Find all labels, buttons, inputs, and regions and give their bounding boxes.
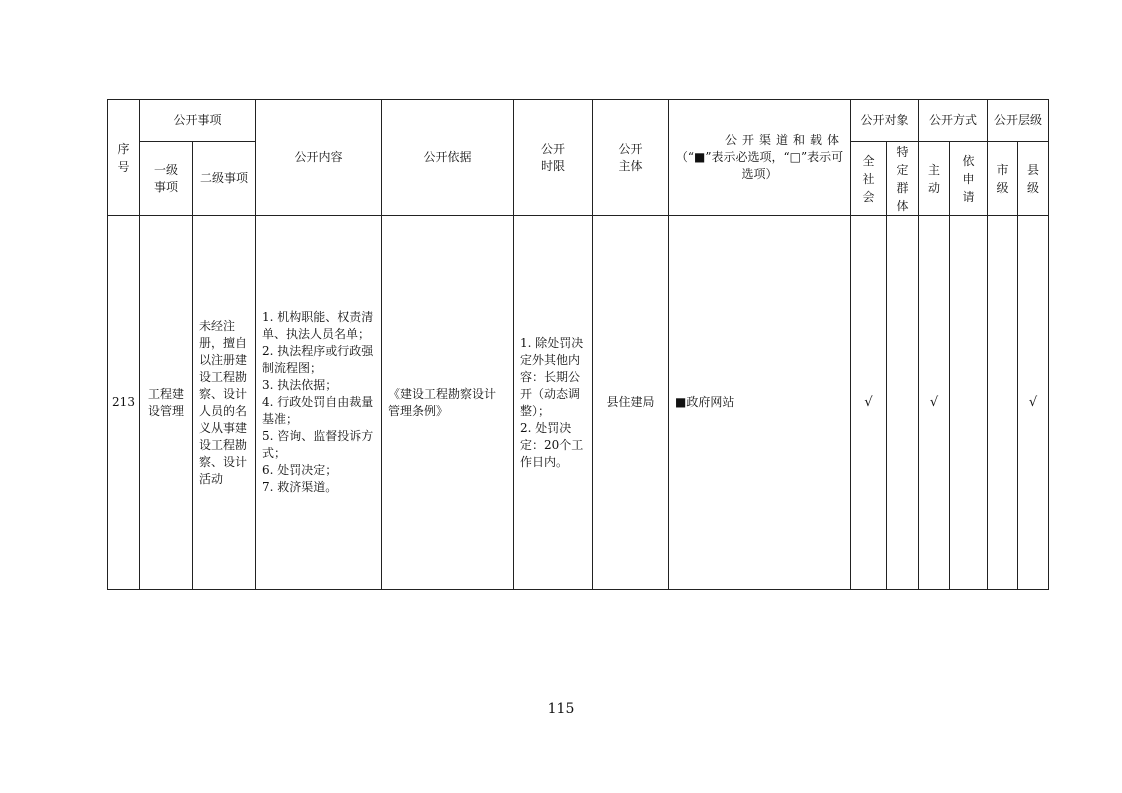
row-level1: 工程建设管理 — [140, 216, 193, 590]
row-level2: 未经注册，擅自以注册建设工程勘察、设计人员的名义从事建设工程勘察、设计活动 — [193, 216, 256, 590]
header-basis: 公开依据 — [382, 100, 514, 216]
row-seq: 213 — [108, 216, 140, 590]
row-basis: 《建设工程勘察设计管理条例》 — [382, 216, 514, 590]
table-row — [108, 216, 1049, 590]
header-subject: 公开主体 — [593, 100, 669, 216]
row-content — [256, 216, 382, 590]
disclosure-table — [107, 99, 1049, 590]
time-limit-item: 1. 除处罚决定外其他内容：长期公开（动态调整）； — [520, 335, 584, 418]
header-channel — [669, 100, 851, 216]
header-method-apply: 依申请 — [950, 142, 988, 216]
row-level-city-check — [988, 216, 1018, 590]
header-method-active: 主动 — [919, 142, 950, 216]
header-level-city: 市级 — [988, 142, 1018, 216]
row-method-apply-check — [950, 216, 988, 590]
header-channel-note: （“■”表示必选项，“□”表示可选项） — [675, 150, 844, 181]
header-level-county: 县级 — [1018, 142, 1049, 216]
content-item: 2. 执法程序或行政强制流程图； — [262, 344, 374, 375]
header-matter-group: 公开事项 — [140, 100, 256, 142]
row-level-county-check: √ — [1018, 216, 1049, 590]
row-audience-all-check: √ — [851, 216, 887, 590]
header-audience-group: 公开对象 — [851, 100, 919, 142]
header-time-limit: 公开时限 — [514, 100, 593, 216]
content-item: 7. 救济渠道。 — [262, 480, 338, 494]
row-time-limit — [514, 216, 593, 590]
header-method-group: 公开方式 — [919, 100, 988, 142]
row-audience-specific-check — [887, 216, 919, 590]
header-level-group: 公开层级 — [988, 100, 1049, 142]
row-method-active-check: √ — [919, 216, 950, 590]
content-item: 5. 咨询、监督投诉方式； — [262, 429, 374, 460]
header-level1: 一级事项 — [140, 142, 193, 216]
header-audience-all: 全社会 — [851, 142, 887, 216]
content-item: 1. 机构职能、权责清单、执法人员名单； — [262, 310, 374, 341]
header-content: 公开内容 — [256, 100, 382, 216]
content-item: 4. 行政处罚自由裁量基准； — [262, 395, 374, 426]
row-subject: 县住建局 — [593, 216, 669, 590]
header-channel-title: 公开渠道和载体 — [725, 133, 845, 147]
row-channel: ■政府网站 — [669, 216, 851, 590]
page-number: 115 — [547, 701, 575, 717]
header-level2: 二级事项 — [193, 142, 256, 216]
header-seq: 序号 — [108, 100, 140, 216]
header-audience-specific: 特定群体 — [887, 142, 919, 216]
time-limit-item: 2. 处罚决定：20个工作日内。 — [520, 420, 584, 469]
content-item: 3. 执法依据； — [262, 378, 338, 392]
content-item: 6. 处罚决定； — [262, 463, 338, 477]
